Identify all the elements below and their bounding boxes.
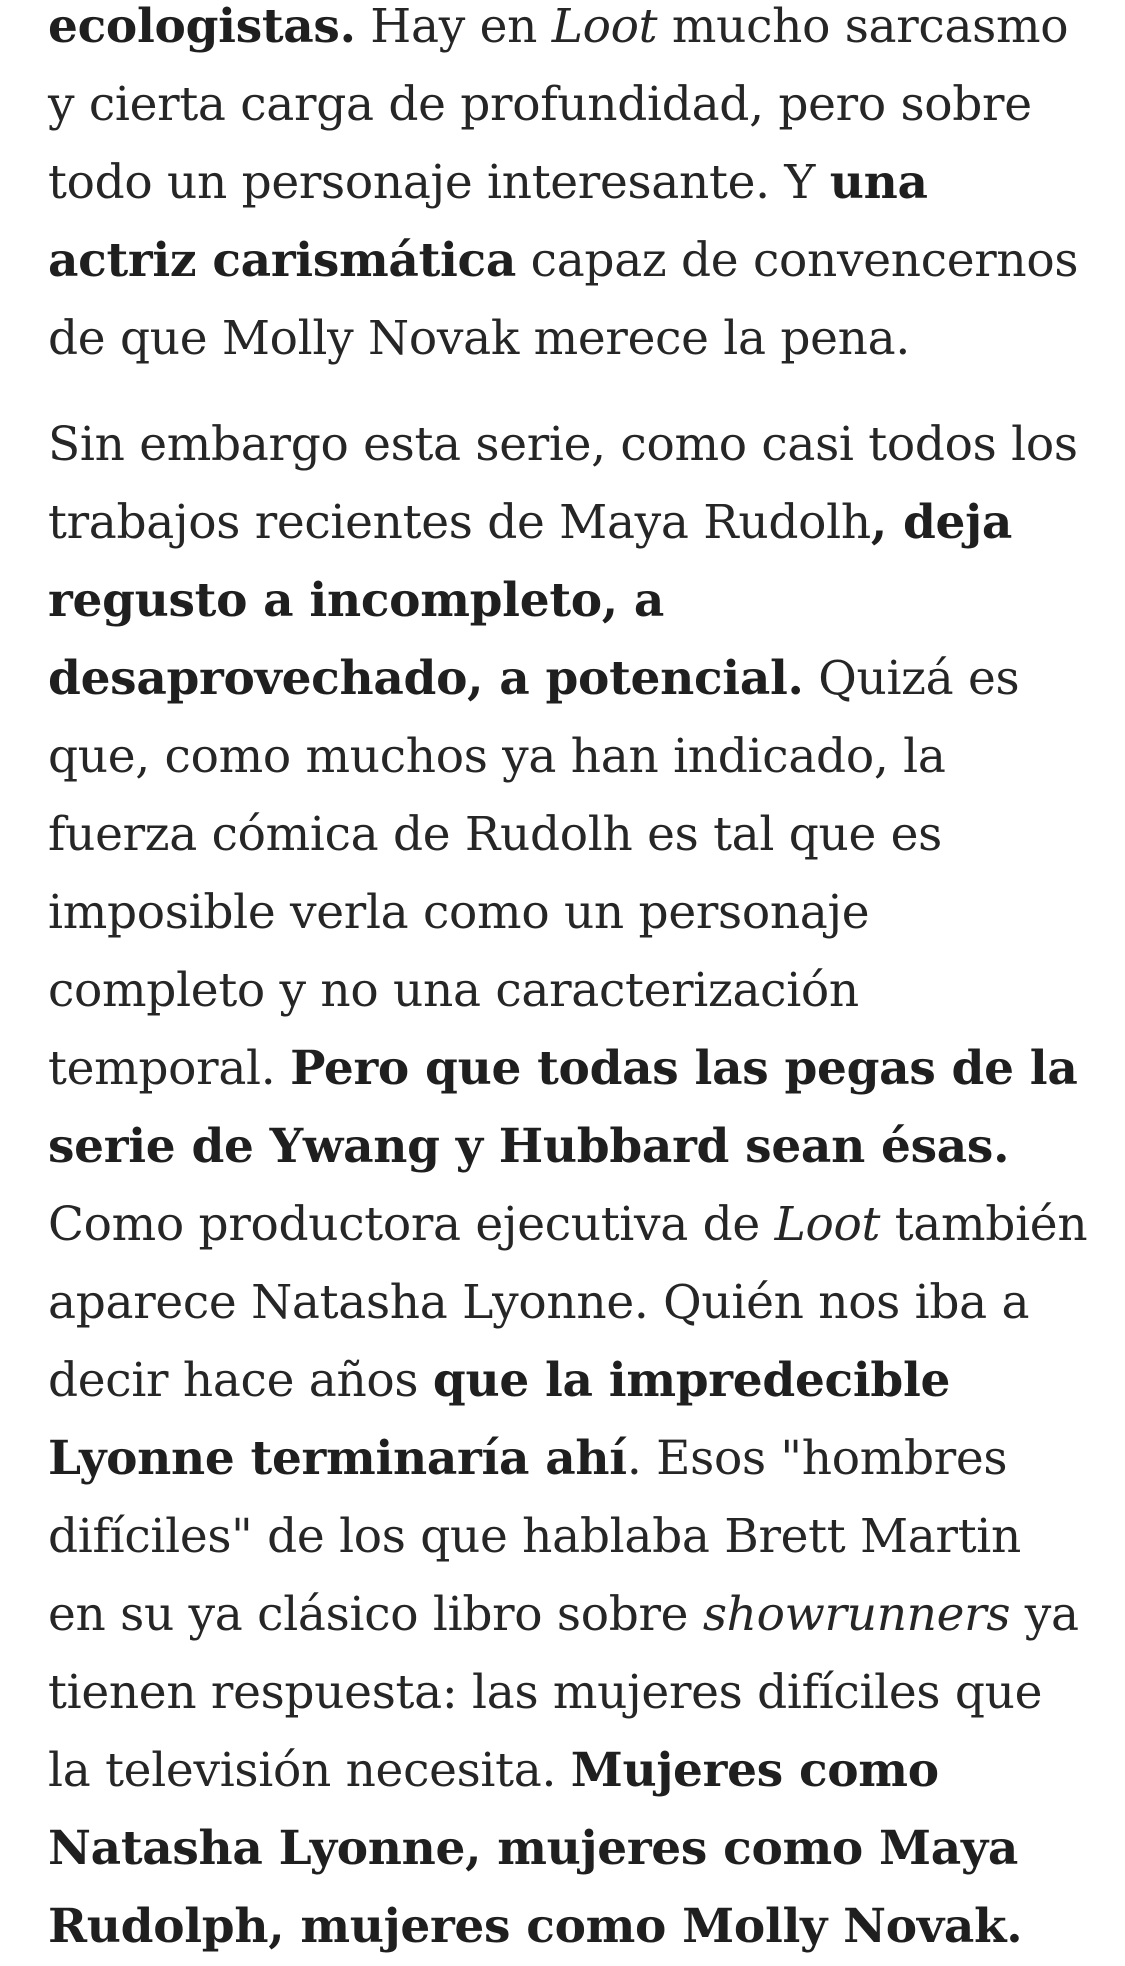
- italic-title: Loot: [774, 1197, 881, 1252]
- body-text: ya tienen respuesta: las mujeres difíciles que la televisión necesita.: [48, 1587, 1079, 1798]
- body-text: . Esos "hombres difíciles" de los que hablaba Brett Martin en su ya clásico libro sobre: [48, 1431, 1021, 1642]
- bold-text: ecologistas.: [48, 0, 356, 54]
- bold-text: que la impredecible Lyonne terminaría ahí: [48, 1353, 951, 1486]
- bold-text: una actriz carismática: [48, 155, 928, 288]
- italic-term: showrunners: [702, 1587, 1011, 1642]
- body-text: capaz de convencernos de que Molly Novak merece la pena.: [48, 233, 1079, 366]
- paragraph-2: [48, 406, 1088, 1966]
- bold-text: , deja regusto a incompleto, a desaprovechado, a potencial.: [48, 495, 1012, 706]
- body-text: Quizá es que, como muchos ya han indicado, la fuerza cómica de Rudolh es tal que es imposible verla como un personaje completo y no una caracterización temporal.: [48, 651, 1020, 1096]
- body-text: Hay en: [355, 0, 552, 54]
- paragraph-1: [48, 0, 1088, 378]
- italic-title: Loot: [551, 0, 658, 54]
- body-text: también aparece Natasha Lyonne. Quién nos iba a decir hace años: [48, 1197, 1088, 1408]
- body-text: Como productora ejecutiva de: [48, 1197, 775, 1252]
- article-body: [48, 0, 1088, 1966]
- body-text: Sin embargo esta serie, como casi todos los trabajos recientes de Maya Rudolh: [48, 417, 1078, 550]
- bold-text: Mujeres como Natasha Lyonne, mujeres como Maya Rudolph, mujeres como Molly Novak.: [48, 1743, 1023, 1954]
- bold-text: Pero que todas las pegas de la serie de Ywang y Hubbard sean ésas.: [48, 1041, 1078, 1174]
- body-text: mucho sarcasmo y cierta carga de profundidad, pero sobre todo un personaje interesante. Y: [48, 0, 1069, 210]
